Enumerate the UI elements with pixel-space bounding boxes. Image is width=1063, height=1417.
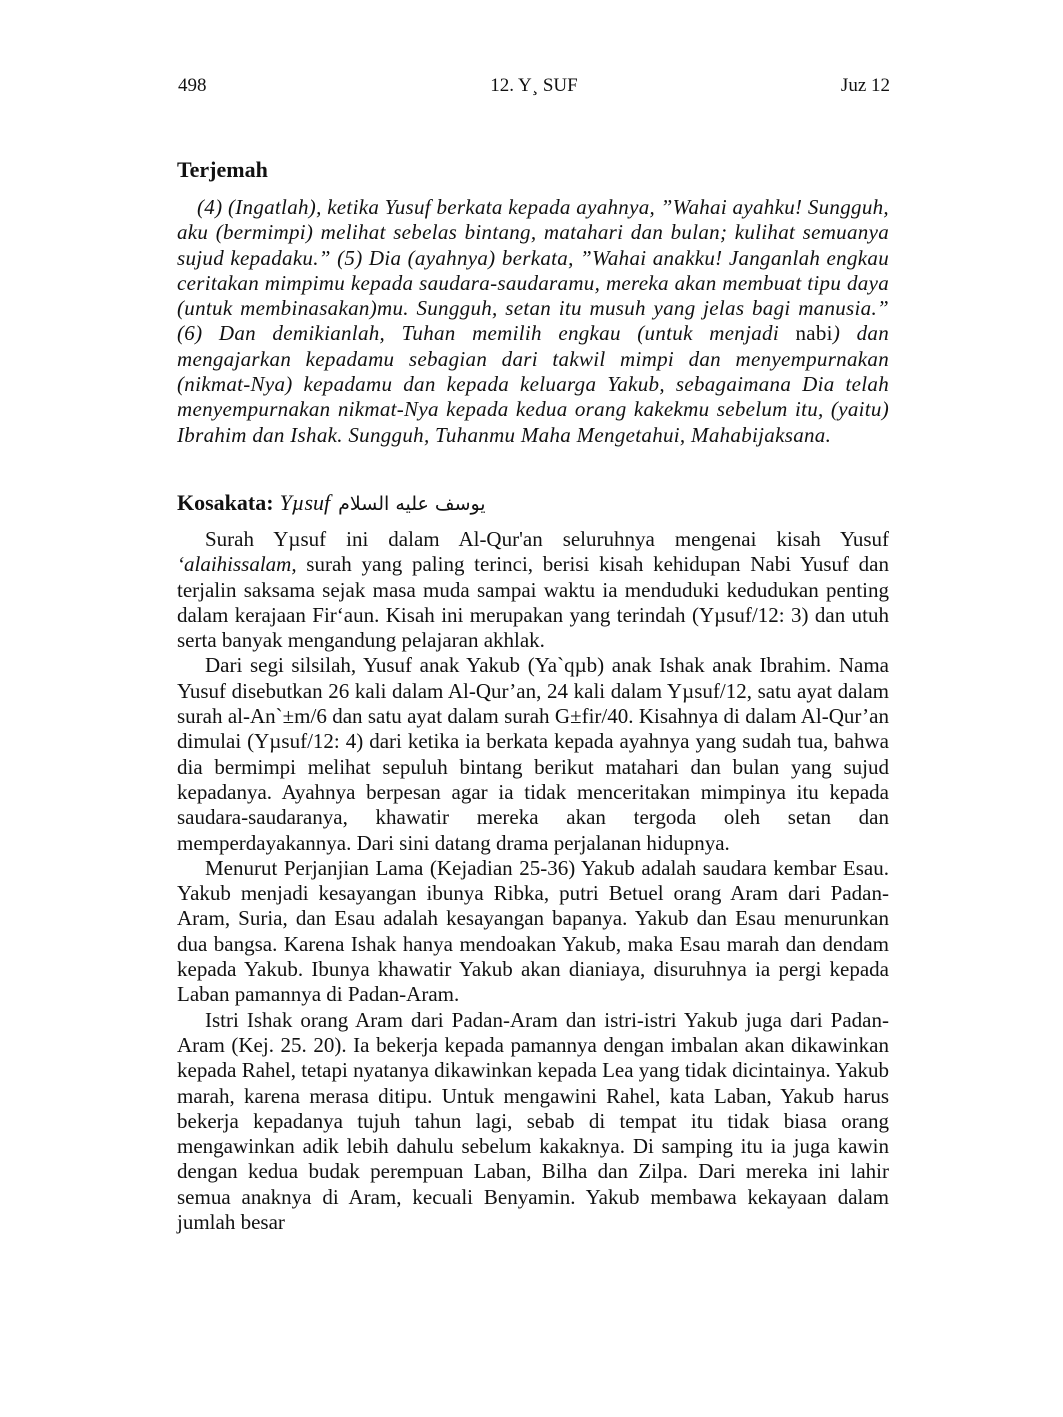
page-header xyxy=(178,75,890,105)
paragraph-4: Istri Ishak orang Aram dari Padan-Aram dan istri-istri Yakub juga dari Padan-Aram (Kej. 25. 20). Ia bekerja kepada pamannya dengan imbalan akan dikawinkan kepada Rahel, tetapi nyatanya dikawinkan kepada Lea yang tidak dicintainya. Yakub marah, karena merasa ditipu. Untuk mengawini Rahel, kata Laban, Yakub harus bekerja kepadanya tujuh tahun lagi, sebab di tempat itu tidak biasa orang mengawinkan adik lebih dahulu sebelum kakaknya. Di samping itu ia juga kawin dengan kedua budak perempuan Laban, Bilha dan Zilpa. Dari mereka ini lahir semua anaknya di Aram, kecuali Benyamin. Yakub membawa kekayaan dalam jumlah besar xyxy=(177,1007,890,1234)
kosakata-line xyxy=(177,490,889,517)
paragraph-1-a: Surah Yµsuf ini dalam Al-Qur'an seluruhnya mengenai kisah Yusuf xyxy=(205,526,889,551)
kosakata-arabic: يوسف عليه السلام xyxy=(338,492,486,515)
paragraph-1 xyxy=(177,527,889,653)
paragraph-1-b: surah yang paling terinci, berisi kisah kehidupan Nabi Yusuf dan terjalin saksama sejak masa muda sampai waktu ia menduduki kedudukan penting dalam kerajaan Fir‘aun. Kisah ini merupakan yang terindah (Yµsuf/12: 3) dan utuh serta banyak mengandung pelajaran akhlak. xyxy=(177,552,889,653)
juz-label: Juz 12 xyxy=(840,75,890,96)
kosakata-label: Kosakata: xyxy=(177,489,274,515)
paragraph-1-italic: ‘alaihissalam, xyxy=(177,552,297,577)
terjemah-paragraph xyxy=(177,195,889,448)
page-content xyxy=(177,157,889,1235)
body-text xyxy=(177,527,889,1235)
terjemah-text-upright: nabi xyxy=(795,321,833,346)
terjemah-heading: Terjemah xyxy=(177,157,268,182)
paragraph-3: Menurut Perjanjian Lama (Kejadian 25-36) Yakub adalah saudara kembar Esau. Yakub menjadi kesayangan ibunya Ribka, putri Betuel orang Aram dari Padan-Aram, Suria, dan Esau adalah kesayangan bapanya. Yakub dan Esau menurunkan dua bangsa. Karena Ishak hanya mendoakan Yakub, maka Esau marah dan dendam kepada Yakub. Ibunya khawatir Yakub akan dianiaya, disuruhnya ia pergi kepada Laban pamannya di Padan-Aram. xyxy=(177,855,889,1007)
page-number: 498 xyxy=(178,75,207,96)
terjemah-text-part1: (4) (Ingatlah), ketika Yusuf berkata kepada ayahnya, ”Wahai ayahku! Sungguh, aku (bermimpi) melihat sebelas bintang, matahari dan bulan; kulihat semuanya sujud kepadaku.” (5) Dia (ayahnya) berkata, ”Wahai anakku! Janganlah engkau ceritakan mimpimu kepada saudara-saudaramu, mereka akan membuat tipu daya (untuk membinasakan)mu. Sungguh, setan itu musuh yang jelas bagi manusia.” (6) Dan demikianlah, Tuhan memilih engkau (untuk menjadi xyxy=(177,195,889,346)
terjemah-text-part2: ) dan mengajarkan kepadamu sebagian dari takwil mimpi dan menyempurnakan (nikmat-Nya) kepadamu dan kepada keluarga Yakub, sebagaimana Dia telah menyempurnakan nikmat-Nya kepada kedua orang kakekmu sebelum itu, (yaitu) Ibrahim dan Ishak. Sungguh, Tuhanmu Maha Mengetahui, Mahabijaksana. xyxy=(177,321,889,447)
paragraph-2: Dari segi silsilah, Yusuf anak Yakub (Ya`qµb) anak Ishak anak Ibrahim. Nama Yusuf disebutkan 26 kali dalam Al-Qur’an, 24 kali dalam Yµsuf/12, satu ayat dalam surah al-An`±m/6 dan satu ayat dalam surah G±fir/40. Kisahnya di dalam Al-Qur’an dimulai (Yµsuf/12: 4) dari ketika ia berkata kepada ayahnya yang sudah tua, bahwa dia bermimpi melihat sepuluh bintang berikut matahari dan bulan yang sujud kepadanya. Ayahnya berpesan agar ia tidak menceritakan mimpinya itu kepada saudara-saudaranya, khawatir mereka akan tergoda oleh setan dan memperdayakannya. Dari sini datang drama perjalanan hidupnya. xyxy=(177,653,889,855)
kosakata-term: Yµsuf xyxy=(279,489,331,515)
chapter-title: 12. Y¸ SUF xyxy=(490,75,578,96)
